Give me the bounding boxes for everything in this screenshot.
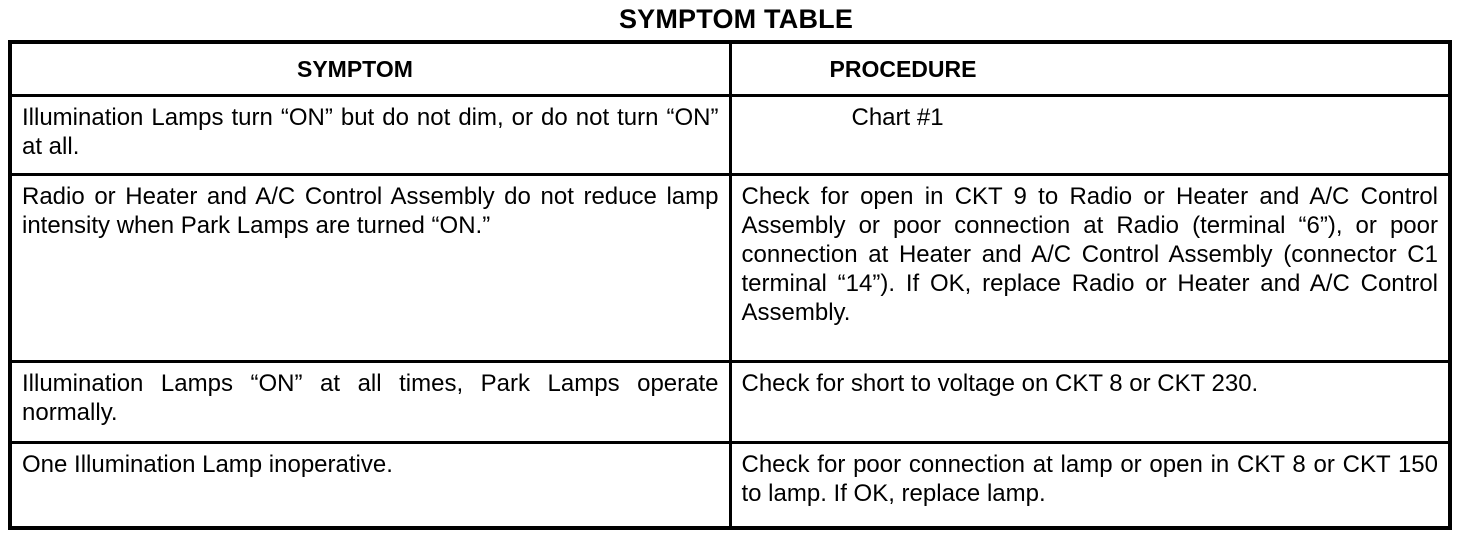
- header-row: [10, 42, 1450, 96]
- symptom-cell: Illumination Lamps turn “ON” but do not dim, or do not turn “ON” at all.: [10, 96, 730, 175]
- column-header-symptom: SYMPTOM: [10, 42, 730, 96]
- procedure-cell: Check for short to voltage on CKT 8 or CKT 230.: [730, 361, 1450, 442]
- table-row: [10, 442, 1450, 528]
- procedure-cell: [730, 96, 1450, 175]
- table-row: [10, 361, 1450, 442]
- table-row: [10, 96, 1450, 175]
- page-title: SYMPTOM TABLE: [618, 4, 854, 34]
- chart-reference: Chart #1: [851, 104, 944, 131]
- column-header-procedure: PROCEDURE: [730, 42, 1450, 96]
- procedure-cell: Check for open in CKT 9 to Radio or Heater and A/C Control Assembly or poor connection at Radio (terminal “6”), or poor connection at Heater and A/C Control Assembly (connector C1 terminal “14”). If OK, replace Radio or Heater and A/C Control Assembly.: [730, 174, 1450, 361]
- symptom-cell: Radio or Heater and A/C Control Assembly do not reduce lamp intensity when Park Lamps are turned “ON.”: [10, 174, 730, 361]
- symptom-cell: One Illumination Lamp inoperative.: [10, 442, 730, 528]
- procedure-cell: Check for poor connection at lamp or open in CKT 8 or CKT 150 to lamp. If OK, replace lamp.: [730, 442, 1450, 528]
- table-row: [10, 174, 1450, 361]
- symptom-cell: Illumination Lamps “ON” at all times, Park Lamps operate normally.: [10, 361, 730, 442]
- symptom-table: [8, 40, 1452, 530]
